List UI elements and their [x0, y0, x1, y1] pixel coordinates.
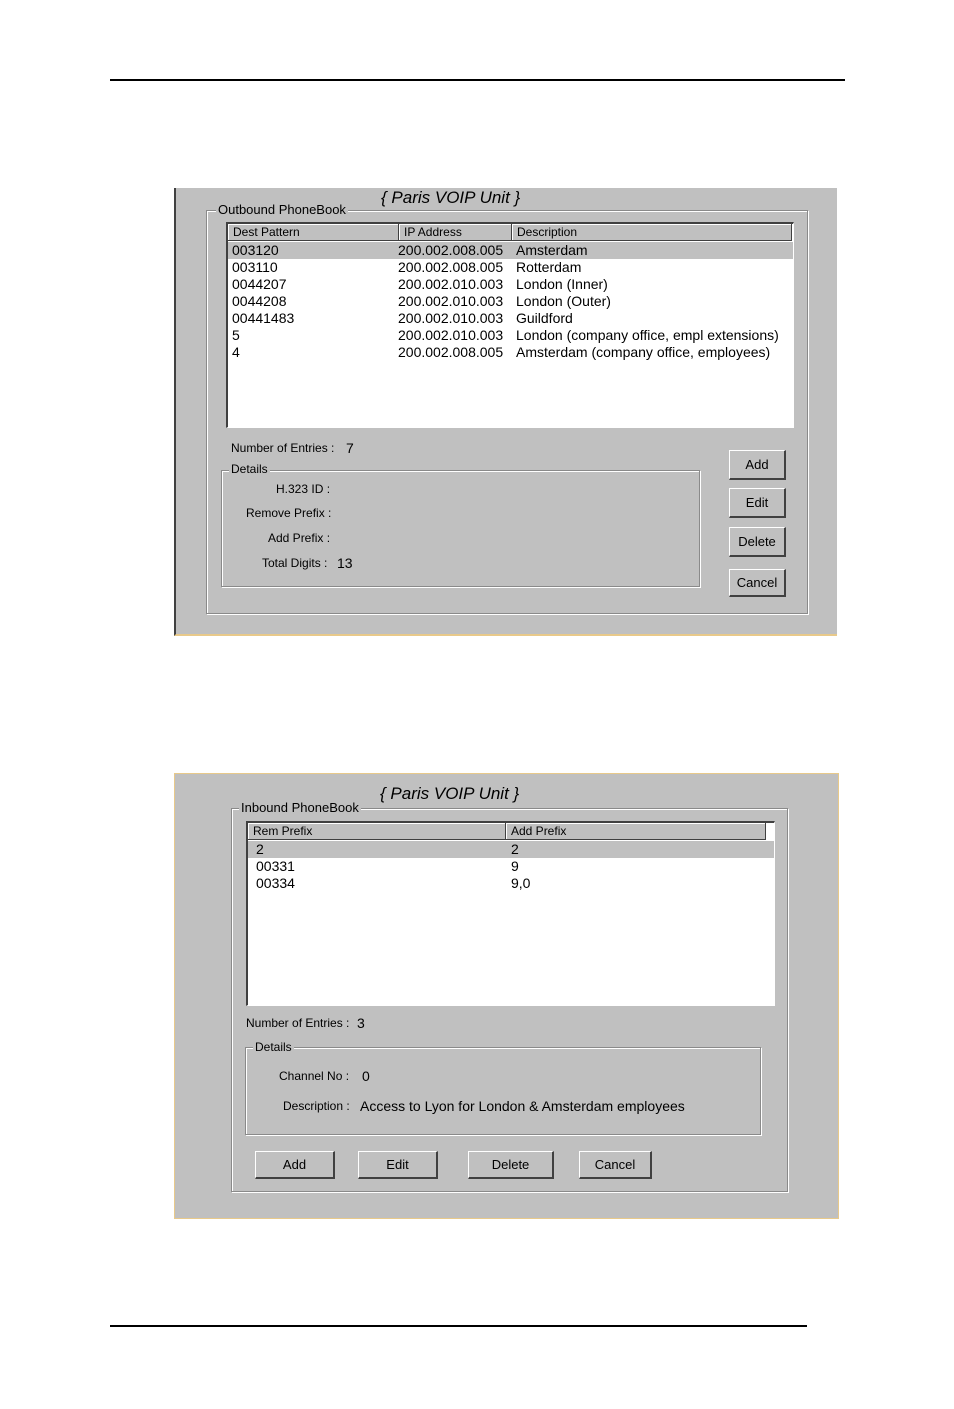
column-header-add-prefix[interactable]: Add Prefix	[506, 823, 766, 840]
entries-label: Number of Entries :	[246, 1016, 350, 1030]
table-row[interactable]	[248, 875, 774, 892]
column-header-rem-prefix[interactable]: Rem Prefix	[248, 823, 506, 840]
add-prefix-label: Add Prefix :	[268, 531, 331, 545]
delete-button[interactable]: Delete	[468, 1151, 554, 1179]
add-prefix-cell: 2	[511, 841, 519, 857]
total-digits-value: 13	[337, 555, 353, 571]
outbound-list[interactable]	[226, 222, 794, 428]
footer-rule	[110, 1325, 807, 1327]
add-prefix-cell: 9,0	[511, 875, 531, 891]
ip-address-cell: 200.002.008.005	[398, 344, 504, 360]
description-cell: Amsterdam (company office, employees)	[516, 344, 771, 360]
table-row[interactable]	[228, 293, 793, 310]
dest-pattern-cell: 00441483	[232, 310, 295, 326]
group-label: Inbound PhoneBook	[241, 800, 359, 815]
description-cell: London (Inner)	[516, 276, 608, 292]
table-row[interactable]	[228, 344, 793, 361]
entries-value: 7	[346, 440, 354, 456]
description-cell: Guildford	[516, 310, 573, 326]
rem-prefix-cell: 2	[256, 841, 264, 857]
cancel-button[interactable]: Cancel	[579, 1151, 652, 1179]
table-row[interactable]	[248, 841, 774, 858]
dest-pattern-cell: 003110	[232, 259, 278, 275]
description-cell: London (company office, empl extensions)	[516, 327, 779, 343]
rem-prefix-cell: 00334	[256, 875, 295, 891]
table-row[interactable]	[248, 858, 774, 875]
description-value: Access to Lyon for London & Amsterdam employees	[360, 1098, 685, 1114]
edit-button[interactable]: Edit	[729, 488, 786, 518]
ip-address-cell: 200.002.010.003	[398, 310, 504, 326]
remove-prefix-label: Remove Prefix :	[246, 506, 332, 520]
cancel-button[interactable]: Cancel	[729, 569, 786, 597]
table-row[interactable]	[228, 259, 793, 276]
delete-button[interactable]: Delete	[729, 527, 786, 557]
channel-no-value: 0	[362, 1068, 370, 1084]
ip-address-cell: 200.002.010.003	[398, 293, 504, 309]
dest-pattern-cell: 0044208	[232, 293, 287, 309]
outbound-phonebook-screenshot	[174, 188, 837, 636]
rem-prefix-cell: 00331	[256, 858, 295, 874]
description-cell: Amsterdam	[516, 242, 588, 258]
h323-id-label: H.323 ID :	[276, 482, 331, 496]
dest-pattern-cell: 5	[232, 327, 240, 343]
dest-pattern-cell: 0044207	[232, 276, 287, 292]
description-label: Description :	[283, 1099, 350, 1113]
channel-no-label: Channel No :	[279, 1069, 350, 1083]
group-label: Outbound PhoneBook	[218, 202, 346, 217]
add-button[interactable]: Add	[729, 450, 786, 480]
header-rule	[110, 79, 845, 81]
add-button[interactable]: Add	[255, 1151, 335, 1179]
dest-pattern-cell: 003120	[232, 242, 279, 258]
entries-label: Number of Entries :	[231, 441, 335, 455]
total-digits-label: Total Digits :	[262, 556, 328, 570]
ip-address-cell: 200.002.008.005	[398, 242, 504, 258]
unit-title: { Paris VOIP Unit }	[381, 188, 521, 207]
unit-title: { Paris VOIP Unit }	[380, 784, 520, 803]
details-group	[245, 1047, 761, 1135]
description-cell: Rotterdam	[516, 259, 582, 275]
table-row[interactable]	[228, 276, 793, 293]
ip-address-cell: 200.002.010.003	[398, 276, 504, 292]
column-header-description[interactable]: Description	[512, 224, 792, 241]
details-label: Details	[231, 462, 268, 476]
add-prefix-cell: 9	[511, 858, 519, 874]
column-header-ip-address[interactable]: IP Address	[399, 224, 512, 241]
ip-address-cell: 200.002.010.003	[398, 327, 504, 343]
column-header-dest-pattern[interactable]: Dest Pattern	[228, 224, 399, 241]
edit-button[interactable]: Edit	[358, 1151, 438, 1179]
description-cell: London (Outer)	[516, 293, 611, 309]
details-label: Details	[255, 1040, 292, 1054]
ip-address-cell: 200.002.008.005	[398, 259, 504, 275]
dest-pattern-cell: 4	[232, 344, 240, 360]
inbound-list[interactable]	[246, 821, 775, 1006]
table-row[interactable]	[228, 327, 793, 344]
inbound-phonebook-screenshot	[174, 773, 839, 1219]
entries-value: 3	[357, 1015, 365, 1031]
table-row[interactable]	[228, 242, 793, 259]
table-row[interactable]	[228, 310, 793, 327]
